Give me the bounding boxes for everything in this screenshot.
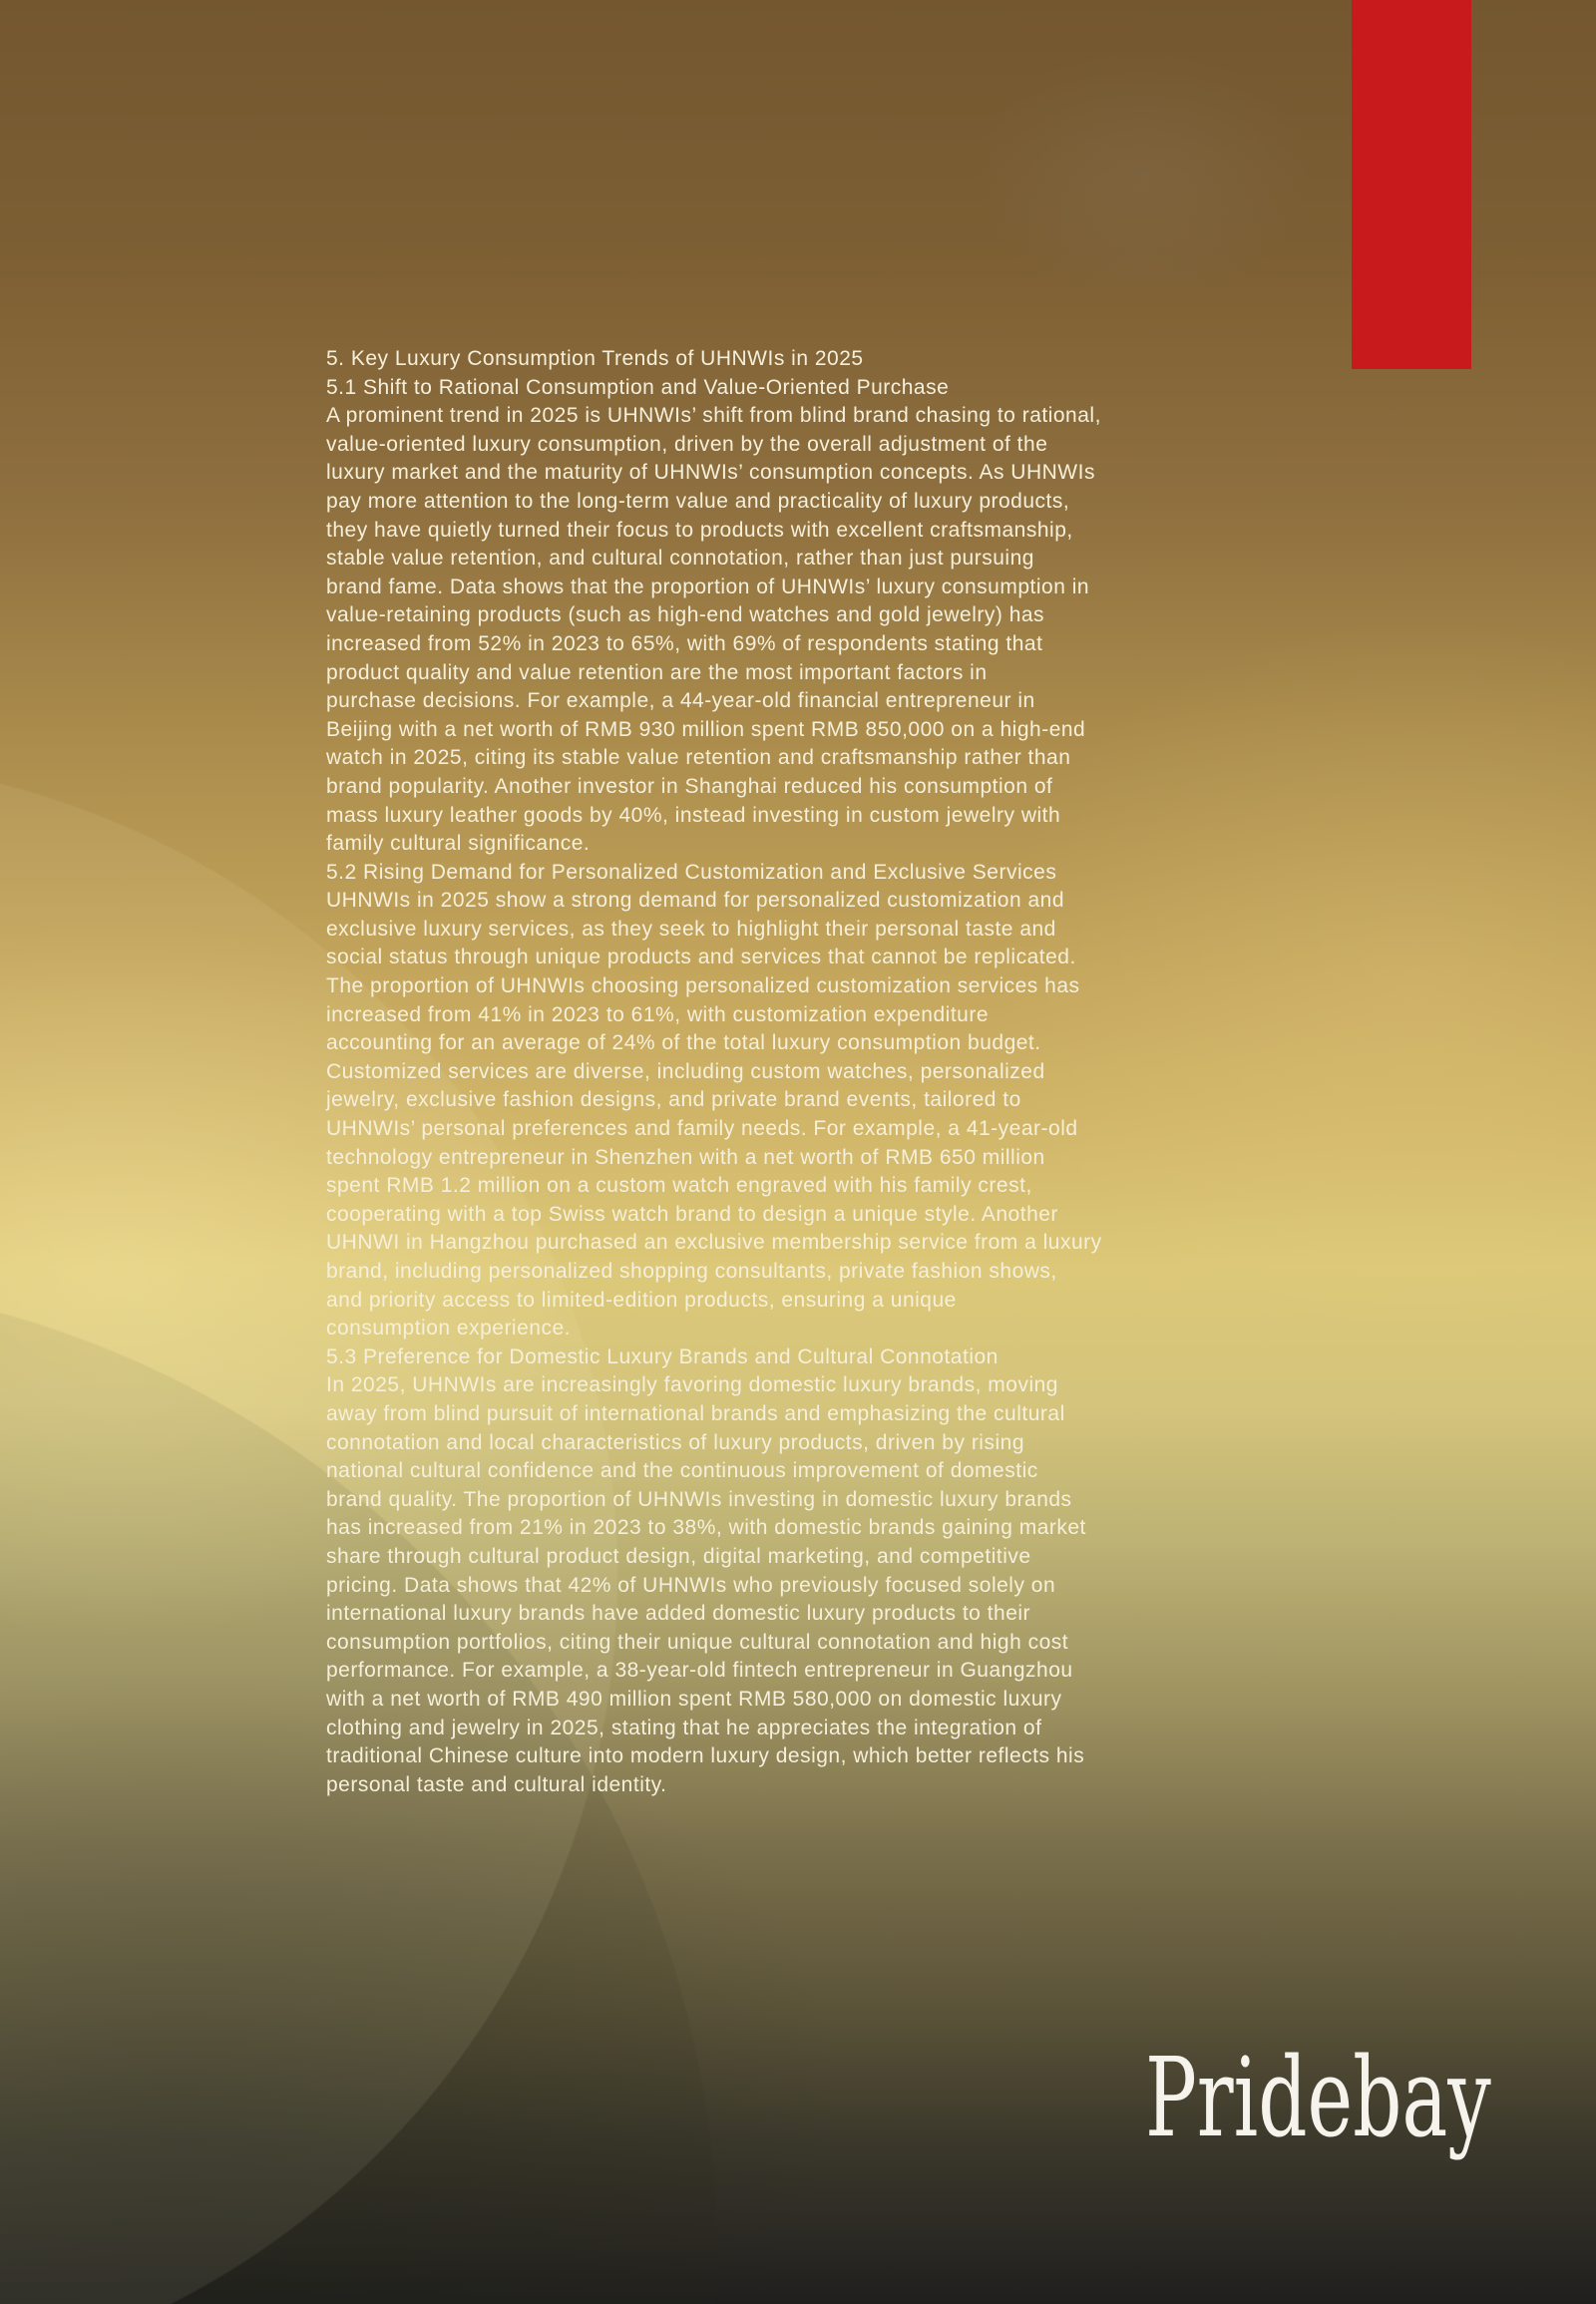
- document-text: [326, 345, 1284, 1799]
- document-title: 5. Key Luxury Consumption Trends of UHNWIs in 2025: [326, 347, 864, 370]
- text-line: connotation and local characteristics of luxury products, driven by rising: [326, 1430, 1024, 1454]
- text-line: brand fame. Data shows that the proportion of UHNWIs’ luxury consumption in: [326, 575, 1090, 598]
- brand-logo: Pridebay: [1145, 2034, 1491, 2161]
- text-line: with a net worth of RMB 490 million spent RMB 580,000 on domestic luxury: [326, 1687, 1062, 1711]
- text-line: has increased from 21% in 2023 to 38%, with domestic brands gaining market: [326, 1516, 1086, 1540]
- text-line: clothing and jewelry in 2025, stating that he appreciates the integration of: [326, 1716, 1042, 1739]
- text-line: luxury market and the maturity of UHNWIs’ consumption concepts. As UHNWIs: [326, 461, 1095, 485]
- text-line: and priority access to limited-edition products, ensuring a unique: [326, 1288, 957, 1312]
- text-line: brand quality. The proportion of UHNWIs investing in domestic luxury brands: [326, 1487, 1072, 1511]
- text-line: consumption portfolios, citing their unique cultural connotation and high cost: [326, 1630, 1069, 1654]
- text-line: cooperating with a top Swiss watch brand to design a unique style. Another: [326, 1202, 1058, 1226]
- text-line: jewelry, exclusive fashion designs, and private brand events, tailored to: [326, 1088, 1021, 1112]
- text-line: In 2025, UHNWIs are increasingly favoring domestic luxury brands, moving: [326, 1373, 1058, 1397]
- text-line: increased from 41% in 2023 to 61%, with customization expenditure: [326, 1002, 990, 1026]
- text-line: brand popularity. Another investor in Shanghai reduced his consumption of: [326, 774, 1053, 798]
- text-line: away from blind pursuit of international brands and emphasizing the cultural: [326, 1401, 1065, 1425]
- text-line: stable value retention, and cultural connotation, rather than just pursuing: [326, 547, 1034, 571]
- text-line: The proportion of UHNWIs choosing personalized customization services has: [326, 974, 1080, 998]
- text-line: international luxury brands have added domestic luxury products to their: [326, 1602, 1031, 1626]
- text-line: Customized services are diverse, including custom watches, personalized: [326, 1059, 1045, 1083]
- text-line: increased from 52% in 2023 to 65%, with 69% of respondents stating that: [326, 631, 1043, 655]
- text-line: Beijing with a net worth of RMB 930 million spent RMB 850,000 on a high-end: [326, 717, 1086, 741]
- text-line: A prominent trend in 2025 is UHNWIs’ shift from blind brand chasing to rational,: [326, 404, 1101, 428]
- text-line: consumption experience.: [326, 1317, 571, 1341]
- text-line: UHNWI in Hangzhou purchased an exclusive membership service from a luxury: [326, 1231, 1102, 1255]
- text-line: traditional Chinese culture into modern luxury design, which better reflects his: [326, 1744, 1085, 1768]
- text-line: they have quietly turned their focus to products with excellent craftsmanship,: [326, 518, 1073, 542]
- section-heading: 5.2 Rising Demand for Personalized Customization and Exclusive Services: [326, 860, 1057, 884]
- text-line: UHNWIs in 2025 show a strong demand for personalized customization and: [326, 889, 1065, 913]
- text-line: watch in 2025, citing its stable value retention and craftsmanship rather than: [326, 746, 1071, 770]
- text-line: value-oriented luxury consumption, driven by the overall adjustment of the: [326, 432, 1048, 456]
- text-line: family cultural significance.: [326, 832, 591, 856]
- text-line: pricing. Data shows that 42% of UHNWIs who previously focused solely on: [326, 1573, 1056, 1597]
- text-line: purchase decisions. For example, a 44-year-old financial entrepreneur in: [326, 689, 1035, 713]
- section-heading: 5.3 Preference for Domestic Luxury Brands and Cultural Connotation: [326, 1344, 998, 1368]
- text-line: technology entrepreneur in Shenzhen with a net worth of RMB 650 million: [326, 1145, 1045, 1169]
- text-line: UHNWIs’ personal preferences and family needs. For example, a 41-year-old: [326, 1117, 1078, 1141]
- text-line: share through cultural product design, digital marketing, and competitive: [326, 1544, 1031, 1568]
- text-line: exclusive luxury services, as they seek to highlight their personal taste and: [326, 917, 1056, 941]
- text-line: value-retaining products (such as high-end watches and gold jewelry) has: [326, 603, 1045, 627]
- text-line: social status through unique products and services that cannot be replicated.: [326, 946, 1076, 969]
- text-line: personal taste and cultural identity.: [326, 1772, 667, 1796]
- text-line: pay more attention to the long-term value and practicality of luxury products,: [326, 489, 1070, 513]
- text-line: performance. For example, a 38-year-old fintech entrepreneur in Guangzhou: [326, 1659, 1073, 1683]
- text-line: spent RMB 1.2 million on a custom watch engraved with his family crest,: [326, 1174, 1032, 1198]
- text-line: national cultural confidence and the continuous improvement of domestic: [326, 1459, 1038, 1483]
- section-heading: 5.1 Shift to Rational Consumption and Value-Oriented Purchase: [326, 375, 950, 399]
- text-line: product quality and value retention are the most important factors in: [326, 660, 988, 684]
- text-line: brand, including personalized shopping consultants, private fashion shows,: [326, 1260, 1057, 1283]
- red-accent-bar: [1352, 0, 1471, 369]
- text-line: mass luxury leather goods by 40%, instead investing in custom jewelry with: [326, 803, 1061, 827]
- text-line: accounting for an average of 24% of the total luxury consumption budget.: [326, 1031, 1041, 1055]
